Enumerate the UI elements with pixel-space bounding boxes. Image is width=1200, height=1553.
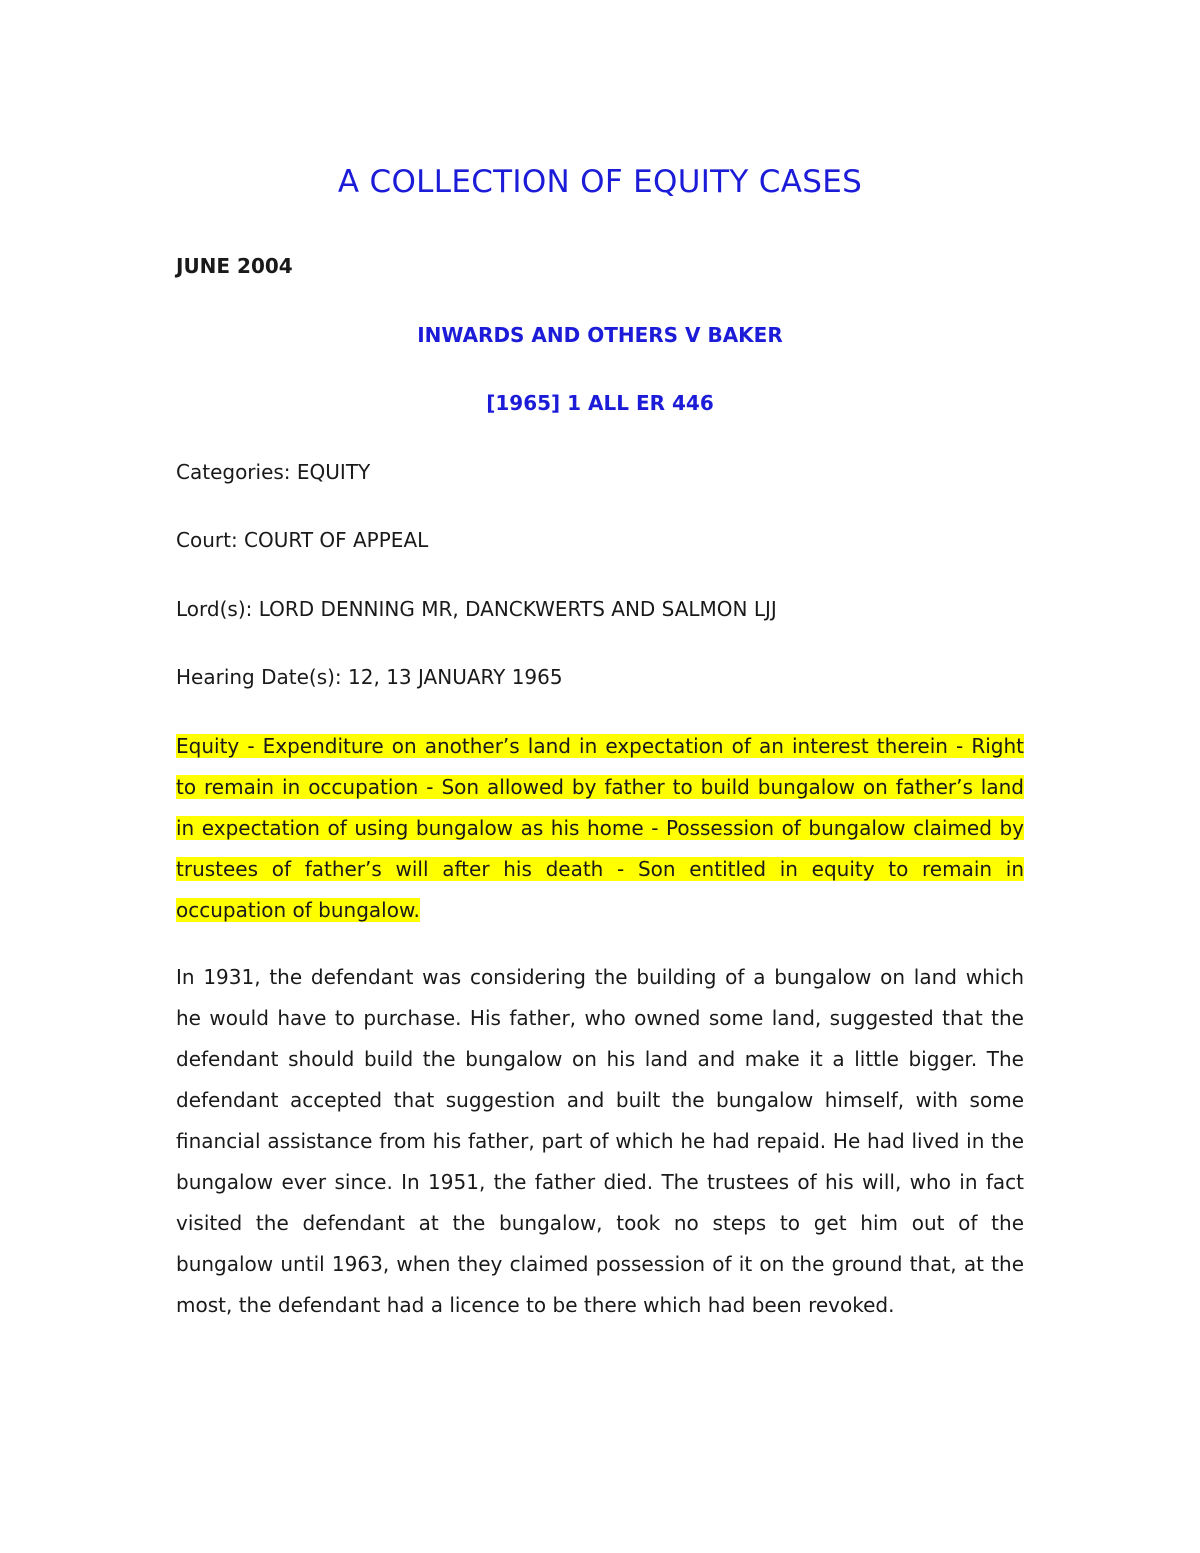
headnote-paragraph (176, 726, 1024, 931)
case-citation: [1965] 1 ALL ER 446 (486, 391, 714, 415)
document-title: A COLLECTION OF EQUITY CASES (337, 164, 863, 200)
summary-paragraph: In 1931, the defendant was considering the building of a bungalow on land which he would have to purchase. His father, who owned some land, suggested that the defendant should build the bungalow on his land and make it a little bigger. The defendant accepted that suggestion and built the bungalow himself, with some financial assistance from his father, part of which he had repaid. He had lived in the bungalow ever since. In 1951, the father died. The trustees of his will, who in fact visited the defendant at the bungalow, took no steps to get him out of the bungalow until 1963, when they claimed possession of it on the ground that, at the most, the defendant had a licence to be there which had been revoked. (176, 965, 1024, 1317)
court-line: Court: COURT OF APPEAL (176, 528, 429, 552)
case-name: INWARDS AND OTHERS V BAKER (417, 323, 783, 347)
categories-line: Categories: EQUITY (176, 460, 371, 484)
hearing-date-line: Hearing Date(s): 12, 13 JANUARY 1965 (176, 665, 563, 689)
document-date: JUNE 2004 (176, 254, 293, 278)
lords-line: Lord(s): LORD DENNING MR, DANCKWERTS AND SALMON LJJ (176, 597, 777, 621)
headnote-highlighted-text: Equity - Expenditure on another’s land in expectation of an interest therein - Right to remain in occupation - Son allowed by father to build bungalow on father’s land in expectation of using bungalow as his home - Possession of bungalow claimed by trustees of father’s will after his death - Son entitled in equity to remain in occupation of bungalow. (176, 734, 1024, 922)
